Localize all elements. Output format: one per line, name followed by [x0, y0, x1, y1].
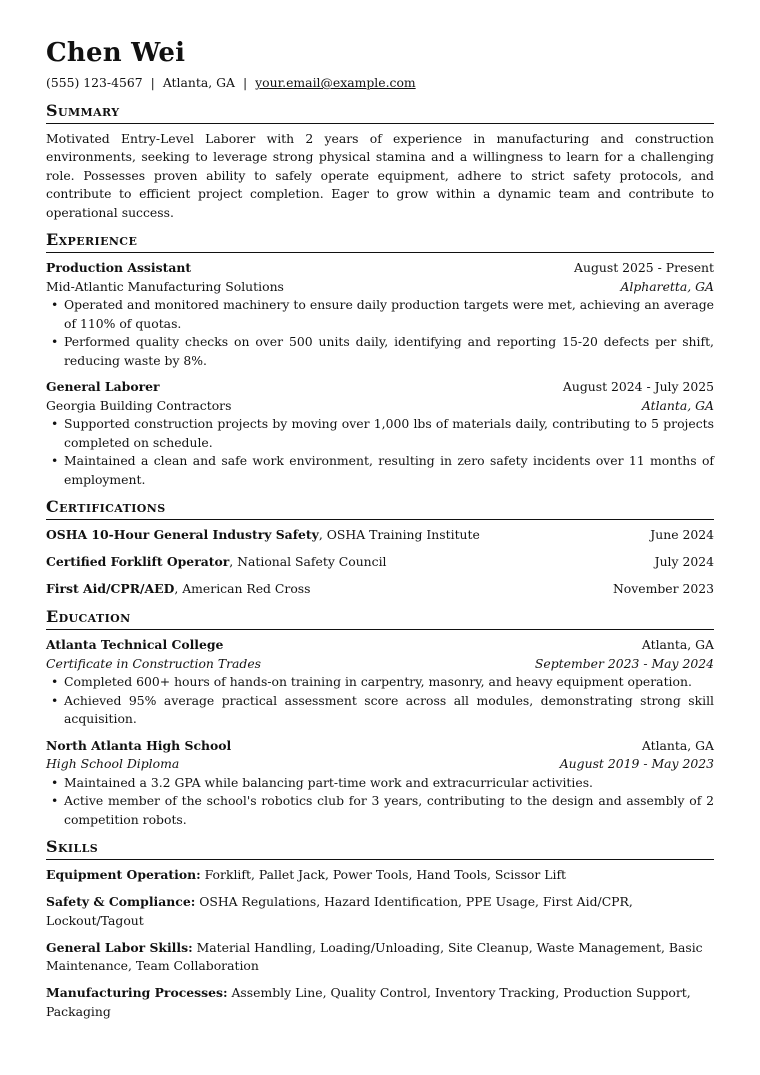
- separator: |: [150, 75, 155, 90]
- cert-date: November 2023: [612, 581, 714, 596]
- cert-date: June 2024: [650, 527, 714, 542]
- job-title: General Laborer: [46, 379, 160, 394]
- education-bullets: [46, 774, 714, 830]
- list-item: • Supported construction projects by moving over 1,000 lbs of materials daily, contributing to 5 projects completed on schedule.: [64, 415, 714, 452]
- location: Atlanta, GA: [162, 75, 235, 90]
- skill-label: Safety & Compliance:: [46, 894, 196, 909]
- job-title: Production Assistant: [46, 260, 192, 275]
- school-location: Atlanta, GA: [641, 637, 714, 652]
- list-item: • Maintained a 3.2 GPA while balancing part-time work and extracurricular activities.: [64, 774, 714, 793]
- skill-label: General Labor Skills:: [46, 939, 193, 955]
- cert-name: First Aid/CPR/AED: [46, 581, 175, 596]
- skill-label: Manufacturing Processes:: [46, 985, 228, 1000]
- education-entry: [46, 737, 714, 830]
- list-item: • Achieved 95% average practical assessment score across all modules, demonstrating strong skill acquisition.: [64, 692, 714, 729]
- list-item: • Completed 600+ hours of hands-on training in carpentry, masonry, and heavy equipment operation.: [64, 673, 714, 692]
- experience-entry: [46, 259, 714, 370]
- program-dates: September 2023 - May 2024: [534, 655, 714, 671]
- section-title-summary: Summary: [46, 101, 714, 124]
- skill-label: Equipment Operation:: [46, 867, 201, 882]
- school-location: Atlanta, GA: [641, 737, 714, 753]
- skill-value: Material Handling, Loading/Unloading, Site Cleanup, Waste Management, Basic Maintenance, Team Collaboration: [46, 939, 703, 973]
- skill-entry: [46, 984, 714, 1021]
- school-name: North Atlanta High School: [46, 737, 232, 753]
- section-title-education: Education: [46, 607, 714, 630]
- list-item: • Performed quality checks on over 500 units daily, identifying and reporting 15-20 defects per shift, reducing waste by 8%.: [64, 333, 714, 370]
- job-dates: August 2024 - July 2025: [562, 379, 714, 394]
- contact-line: [46, 74, 714, 93]
- section-title-skills: Skills: [46, 837, 714, 860]
- education-entry: [46, 636, 714, 729]
- job-location: Atlanta, GA: [641, 397, 714, 413]
- candidate-name: Chen Wei: [46, 38, 186, 68]
- cert-issuer: , National Safety Council: [229, 554, 387, 569]
- certification-entry: [46, 580, 714, 599]
- list-item: • Maintained a clean and safe work environment, resulting in zero safety incidents over 11 months of employment.: [64, 452, 714, 489]
- skill-entry: [46, 893, 714, 930]
- job-bullets: [46, 296, 714, 370]
- phone: (555) 123-4567: [46, 75, 143, 90]
- job-bullets: [46, 415, 714, 489]
- certification-entry: [46, 526, 714, 545]
- list-item: • Operated and monitored machinery to ensure daily production targets were met, achieving an average of 110% of quotas.: [64, 296, 714, 333]
- list-item: • Active member of the school's robotics club for 3 years, contributing to the design and assembly of 2 competition robots.: [64, 792, 714, 829]
- program-dates: August 2019 - May 2023: [559, 756, 714, 771]
- school-name: Atlanta Technical College: [46, 637, 224, 652]
- experience-entry: [46, 378, 714, 489]
- email-link[interactable]: your.email@example.com: [255, 75, 416, 90]
- cert-issuer: , American Red Cross: [174, 581, 311, 596]
- company-name: Mid-Atlantic Manufacturing Solutions: [46, 278, 284, 294]
- cert-name: OSHA 10-Hour General Industry Safety: [46, 527, 319, 542]
- cert-name: Certified Forklift Operator: [46, 554, 230, 569]
- skill-entry: [46, 939, 714, 976]
- job-dates: August 2025 - Present: [574, 260, 714, 275]
- section-title-experience: Experience: [46, 230, 714, 253]
- company-name: Georgia Building Contractors: [46, 397, 232, 413]
- program-name: Certificate in Construction Trades: [46, 655, 262, 671]
- skill-value: Forklift, Pallet Jack, Power Tools, Hand Tools, Scissor Lift: [200, 867, 567, 882]
- program-name: High School Diploma: [46, 756, 180, 771]
- education-bullets: [46, 673, 714, 729]
- skill-value: OSHA Regulations, Hazard Identification, PPE Usage, First Aid/CPR, Lockout/Tagout: [46, 894, 633, 928]
- job-location: Alpharetta, GA: [620, 278, 714, 294]
- skill-entry: [46, 866, 714, 885]
- cert-date: July 2024: [654, 554, 714, 569]
- separator: |: [242, 75, 248, 90]
- cert-issuer: , OSHA Training Institute: [318, 527, 480, 542]
- certification-entry: [46, 553, 714, 572]
- summary-text: Motivated Entry-Level Laborer with 2 years of experience in manufacturing and construction environments, seeking to leverage strong physical stamina and a willingness to learn for a challenging role. Possesses proven ability to safely operate equipment, adhere to strict safety protocols, and contribute to efficient project completion. Eager to grow within a dynamic team and contribute to operational success.: [46, 130, 714, 220]
- section-title-certifications: Certifications: [46, 497, 714, 520]
- skill-value: Assembly Line, Quality Control, Inventory Tracking, Production Support, Packaging: [46, 985, 691, 1019]
